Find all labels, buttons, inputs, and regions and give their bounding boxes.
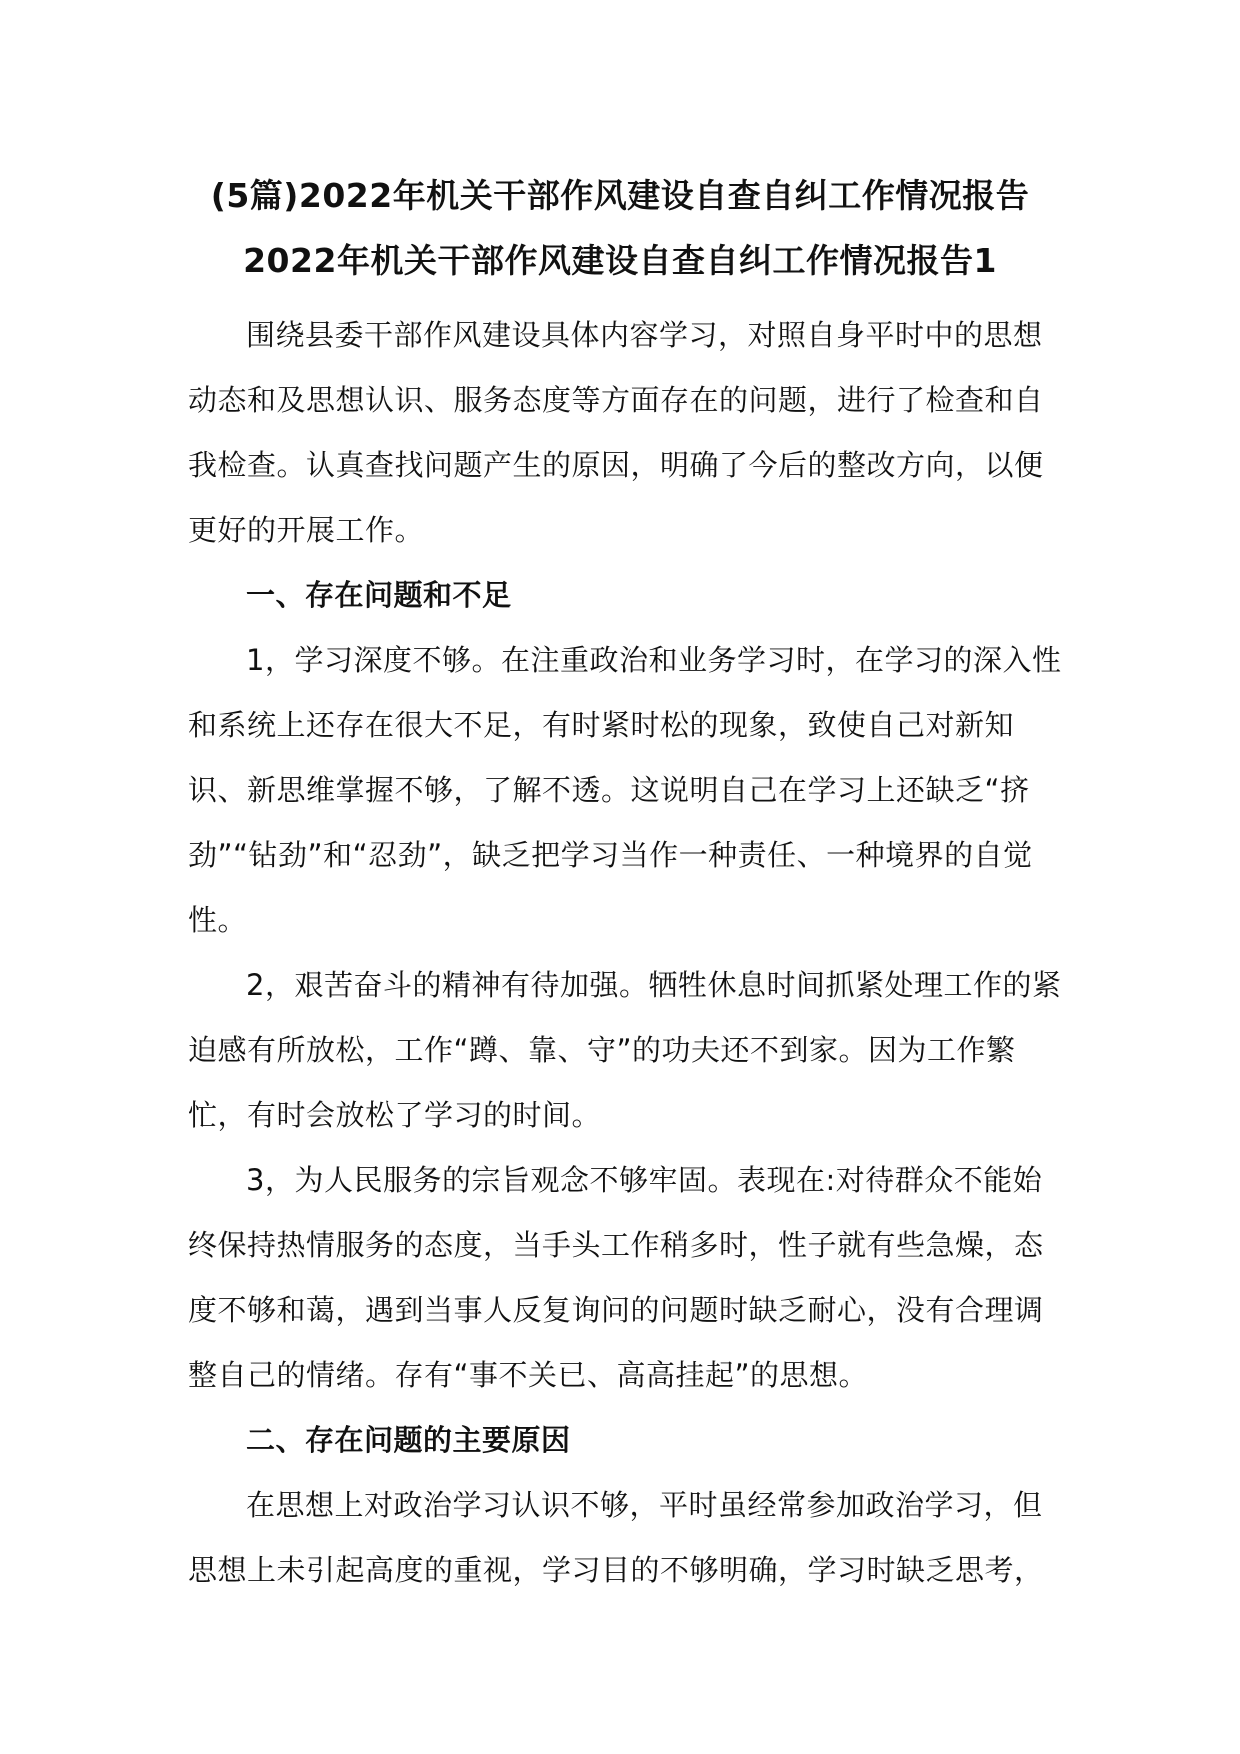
document-title: (5篇)2022年机关干部作风建设自查自纠工作情况报告	[210, 176, 1030, 215]
problem-item-3: 3，为人民服务的宗旨观念不够牢固。表现在:对待群众不能始终保持热情服务的态度，当手头工作稍多时，性子就有些急燥，态度不够和蔼，遇到当事人反复询问的问题时缺乏耐心，没有合理调整自己的情绪。存有“事不关已、高高挂起”的思想。	[188, 1163, 1044, 1392]
document-body	[188, 303, 1068, 1603]
cause-paragraph-1: 在思想上对政治学习认识不够，平时虽经常参加政治学习，但思想上未引起高度的重视，学习目的不够明确，学习时缺乏思考，	[188, 1488, 1044, 1587]
document-subtitle: 2022年机关干部作风建设自查自纠工作情况报告1	[243, 241, 997, 280]
problem-item-1: 1，学习深度不够。在注重政治和业务学习时，在学习的深入性和系统上还存在很大不足，有时紧时松的现象，致使自己对新知识、新思维掌握不够，了解不透。这说明自己在学习上还缺乏“挤劲”“钻劲”和“忍劲”，缺乏把学习当作一种责任、一种境界的自觉性。	[188, 643, 1062, 937]
section-heading-causes: 二、存在问题的主要原因	[246, 1423, 571, 1457]
problem-item-2: 2，艰苦奋斗的精神有待加强。牺牲休息时间抓紧处理工作的紧迫感有所放松，工作“蹲、靠、守”的功夫还不到家。因为工作繁忙，有时会放松了学习的时间。	[188, 968, 1062, 1132]
section-heading-problems: 一、存在问题和不足	[246, 578, 512, 612]
intro-paragraph: 围绕县委干部作风建设具体内容学习，对照自身平时中的思想动态和及思想认识、服务态度等方面存在的问题，进行了检查和自我检查。认真查找问题产生的原因，明确了今后的整改方向，以便更好的开展工作。	[188, 318, 1044, 547]
